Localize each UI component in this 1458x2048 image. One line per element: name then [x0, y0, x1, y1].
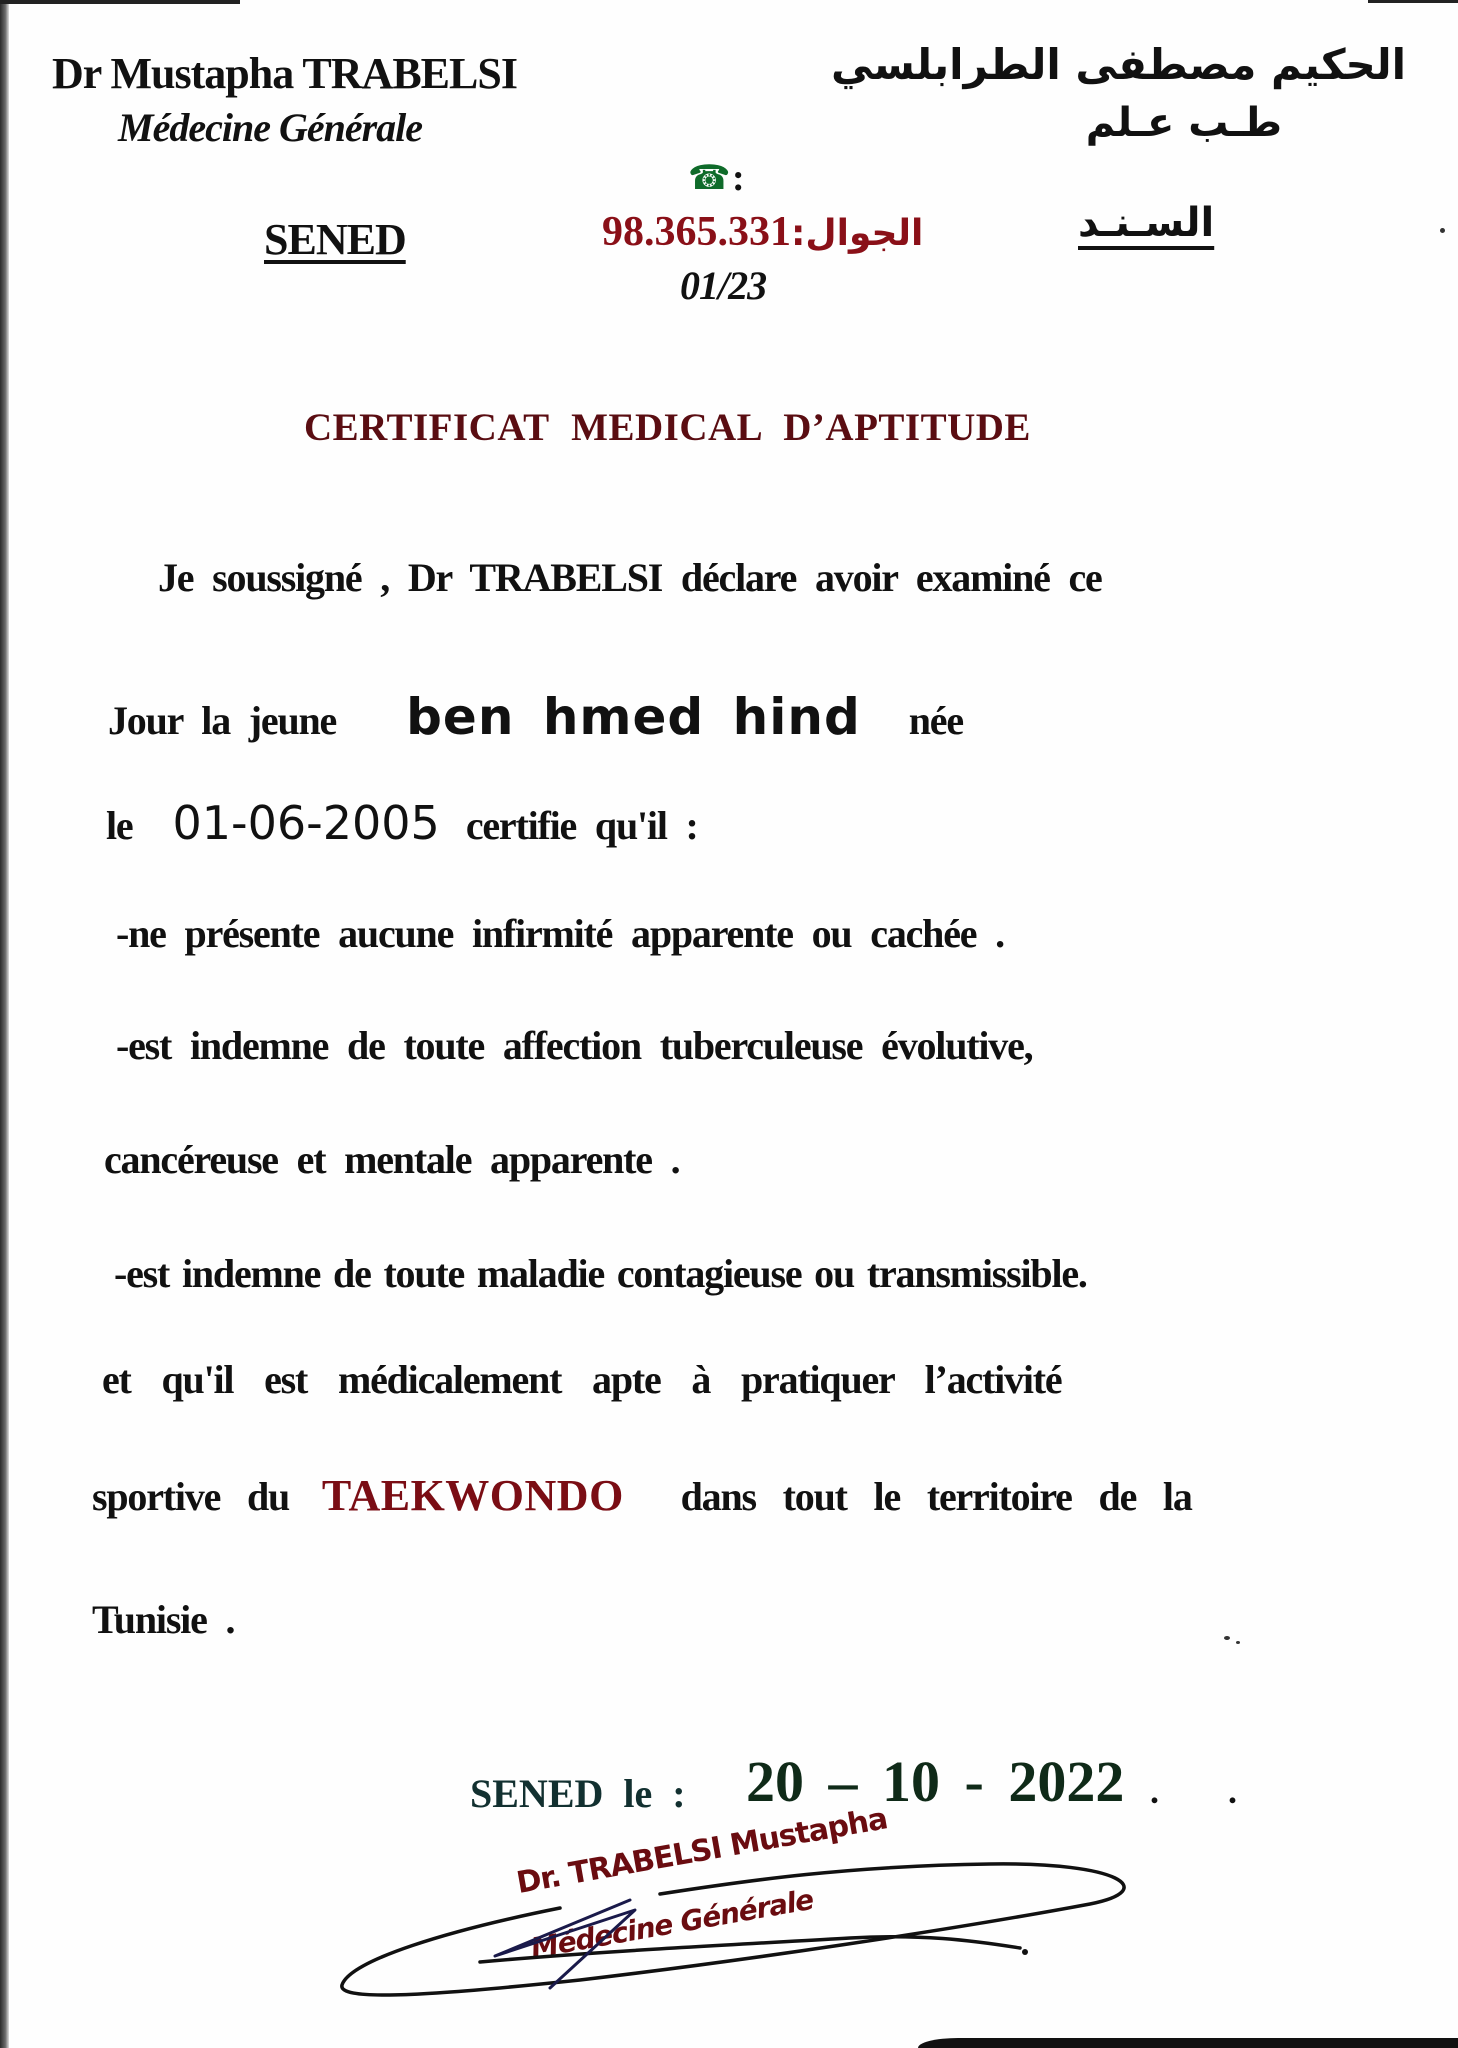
stamp-doctor-name: Dr. TRABELSI Mustapha: [513, 1801, 890, 1901]
scan-speck: [1236, 1641, 1240, 1644]
phone-colon: :: [732, 157, 745, 199]
line9-prefix: sportive du: [92, 1474, 290, 1519]
scan-edge-bottom: [918, 2038, 1458, 2048]
scan-speck: [1440, 228, 1445, 233]
phone-number: 98.365.331: [602, 209, 791, 255]
stamp-specialty: Médecine Générale: [528, 1882, 816, 1965]
doctor-name-ar: الحكيم مصطفى الطرابلسي: [831, 40, 1406, 89]
patient-name: ben hmed hind: [406, 688, 861, 746]
certificate-title: CERTIFICAT MEDICAL D’APTITUDE: [304, 406, 1031, 449]
signature-dot: [1022, 1949, 1028, 1955]
line3-suffix: certifie qu'il :: [465, 803, 698, 848]
signature-place: SENED le :: [470, 1771, 686, 1816]
body-line-9: [92, 1470, 1192, 1521]
body-line-8: et qu'il est médicalement apte à pratiquer l’activité: [102, 1357, 1062, 1402]
doctor-name-fr: Dr Mustapha TRABELSI: [52, 49, 517, 98]
phone-line: [602, 208, 923, 256]
scan-edge-top: [0, 0, 240, 4]
body-line-4: -ne présente aucune infirmité apparente ou cachée .: [116, 911, 1004, 956]
city-fr: SENED: [264, 215, 406, 264]
birth-date: 01-06-2005: [172, 796, 440, 850]
body-line-7: -est indemne de toute maladie contagieuse ou transmissible.: [114, 1251, 1087, 1296]
signature-loop: [342, 1864, 1124, 1995]
specialty-fr: Médecine Générale: [118, 105, 423, 150]
specialty-ar: طـب عـلم: [1085, 100, 1282, 146]
body-line-10: Tunisie .: [92, 1597, 235, 1642]
line9-suffix: dans tout le territoire de la: [680, 1474, 1192, 1519]
trailing-dots: . .: [1150, 1771, 1267, 1811]
handwritten-signature: [330, 1860, 1190, 2010]
telephone-icon: ☎: [688, 158, 731, 198]
phone-label-ar: :الجوال: [791, 213, 924, 254]
scan-edge-left: [0, 0, 9, 2048]
line2-suffix: née: [908, 698, 963, 743]
scan-speck: [1224, 1636, 1230, 1640]
body-line-3: [106, 796, 698, 850]
city-ar: السـنـد: [1078, 200, 1215, 246]
body-line-6: cancéreuse et mentale apparente .: [104, 1137, 680, 1182]
body-line-2: [108, 688, 963, 746]
sport-name: TAEKWONDO: [321, 1471, 624, 1520]
document-reference: 01/23: [680, 263, 767, 308]
line3-prefix: le: [106, 803, 133, 848]
body-line-5: -est indemne de toute affection tuberculeuse évolutive,: [116, 1023, 1033, 1068]
scan-edge-top-right: [1368, 0, 1458, 3]
body-line-1: Je soussigné , Dr TRABELSI déclare avoir examiné ce: [158, 555, 1102, 600]
line2-prefix: Jour la jeune: [108, 698, 337, 743]
signature-date: 20 – 10 - 2022: [746, 1749, 1125, 1814]
